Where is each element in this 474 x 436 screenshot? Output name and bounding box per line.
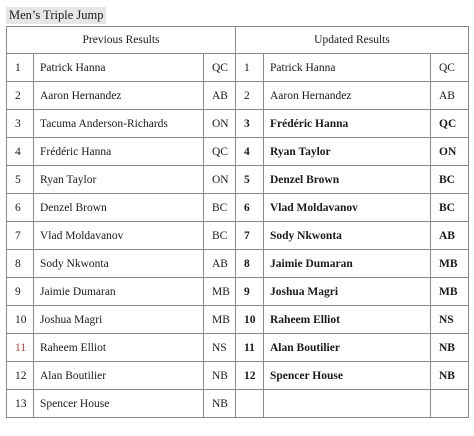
previous-rank: 7 [7,222,34,250]
previous-athlete-name: Tacuma Anderson-Richards [34,110,204,138]
previous-rank: 6 [7,194,34,222]
previous-athlete-name: Joshua Magri [34,306,204,334]
updated-athlete-name [264,390,431,418]
updated-province: AB [431,82,469,110]
previous-rank: 13 [7,390,34,418]
updated-province: NB [431,334,469,362]
table-row [7,306,469,334]
updated-rank: 12 [236,362,264,390]
results-body [7,54,469,418]
previous-rank: 9 [7,278,34,306]
table-row [7,278,469,306]
updated-athlete-name: Aaron Hernandez [264,82,431,110]
updated-rank: 4 [236,138,264,166]
updated-athlete-name: Patrick Hanna [264,54,431,82]
updated-province: AB [431,222,469,250]
previous-rank: 8 [7,250,34,278]
previous-rank: 1 [7,54,34,82]
previous-province: AB [204,250,236,278]
updated-athlete-name: Joshua Magri [264,278,431,306]
updated-rank: 9 [236,278,264,306]
previous-athlete-name: Vlad Moldavanov [34,222,204,250]
updated-rank: 8 [236,250,264,278]
previous-athlete-name: Frédéric Hanna [34,138,204,166]
updated-athlete-name: Spencer House [264,362,431,390]
updated-results-header: Updated Results [236,27,469,54]
previous-athlete-name: Patrick Hanna [34,54,204,82]
previous-province: MB [204,278,236,306]
previous-results-header: Previous Results [7,27,236,54]
event-title: Men’s Triple Jump [6,7,106,24]
updated-rank: 3 [236,110,264,138]
updated-rank: 5 [236,166,264,194]
updated-rank: 1 [236,54,264,82]
previous-province: MB [204,306,236,334]
previous-athlete-name: Jaimie Dumaran [34,278,204,306]
previous-province: QC [204,54,236,82]
table-row [7,82,469,110]
table-row [7,362,469,390]
previous-province: AB [204,82,236,110]
previous-province: BC [204,194,236,222]
results-table [6,26,469,418]
previous-athlete-name: Raheem Elliot [34,334,204,362]
updated-athlete-name: Denzel Brown [264,166,431,194]
updated-rank: 7 [236,222,264,250]
table-row [7,334,469,362]
previous-rank: 12 [7,362,34,390]
table-row [7,250,469,278]
updated-athlete-name: Jaimie Dumaran [264,250,431,278]
updated-athlete-name: Frédéric Hanna [264,110,431,138]
updated-province: QC [431,110,469,138]
previous-rank: 2 [7,82,34,110]
updated-province: NS [431,306,469,334]
table-row [7,138,469,166]
previous-province: ON [204,166,236,194]
updated-province: MB [431,278,469,306]
previous-province: BC [204,222,236,250]
previous-province: QC [204,138,236,166]
updated-province: NB [431,362,469,390]
header-row [7,27,469,54]
previous-rank: 3 [7,110,34,138]
table-row [7,54,469,82]
updated-province: ON [431,138,469,166]
updated-province: MB [431,250,469,278]
previous-rank: 4 [7,138,34,166]
previous-province: NB [204,390,236,418]
table-row [7,194,469,222]
previous-rank: 5 [7,166,34,194]
updated-province: BC [431,166,469,194]
previous-rank: 11 [7,334,34,362]
previous-athlete-name: Aaron Hernandez [34,82,204,110]
updated-rank: 2 [236,82,264,110]
previous-athlete-name: Alan Boutilier [34,362,204,390]
updated-rank [236,390,264,418]
table-row [7,222,469,250]
updated-athlete-name: Sody Nkwonta [264,222,431,250]
previous-province: NB [204,362,236,390]
previous-athlete-name: Ryan Taylor [34,166,204,194]
updated-province: BC [431,194,469,222]
updated-province [431,390,469,418]
previous-athlete-name: Sody Nkwonta [34,250,204,278]
updated-province: QC [431,54,469,82]
previous-province: NS [204,334,236,362]
previous-athlete-name: Spencer House [34,390,204,418]
updated-rank: 6 [236,194,264,222]
previous-rank: 10 [7,306,34,334]
updated-rank: 11 [236,334,264,362]
previous-province: ON [204,110,236,138]
table-row [7,166,469,194]
table-row [7,390,469,418]
previous-athlete-name: Denzel Brown [34,194,204,222]
updated-athlete-name: Alan Boutilier [264,334,431,362]
updated-athlete-name: Raheem Elliot [264,306,431,334]
results-document [6,6,468,418]
updated-rank: 10 [236,306,264,334]
table-row [7,110,469,138]
updated-athlete-name: Ryan Taylor [264,138,431,166]
updated-athlete-name: Vlad Moldavanov [264,194,431,222]
